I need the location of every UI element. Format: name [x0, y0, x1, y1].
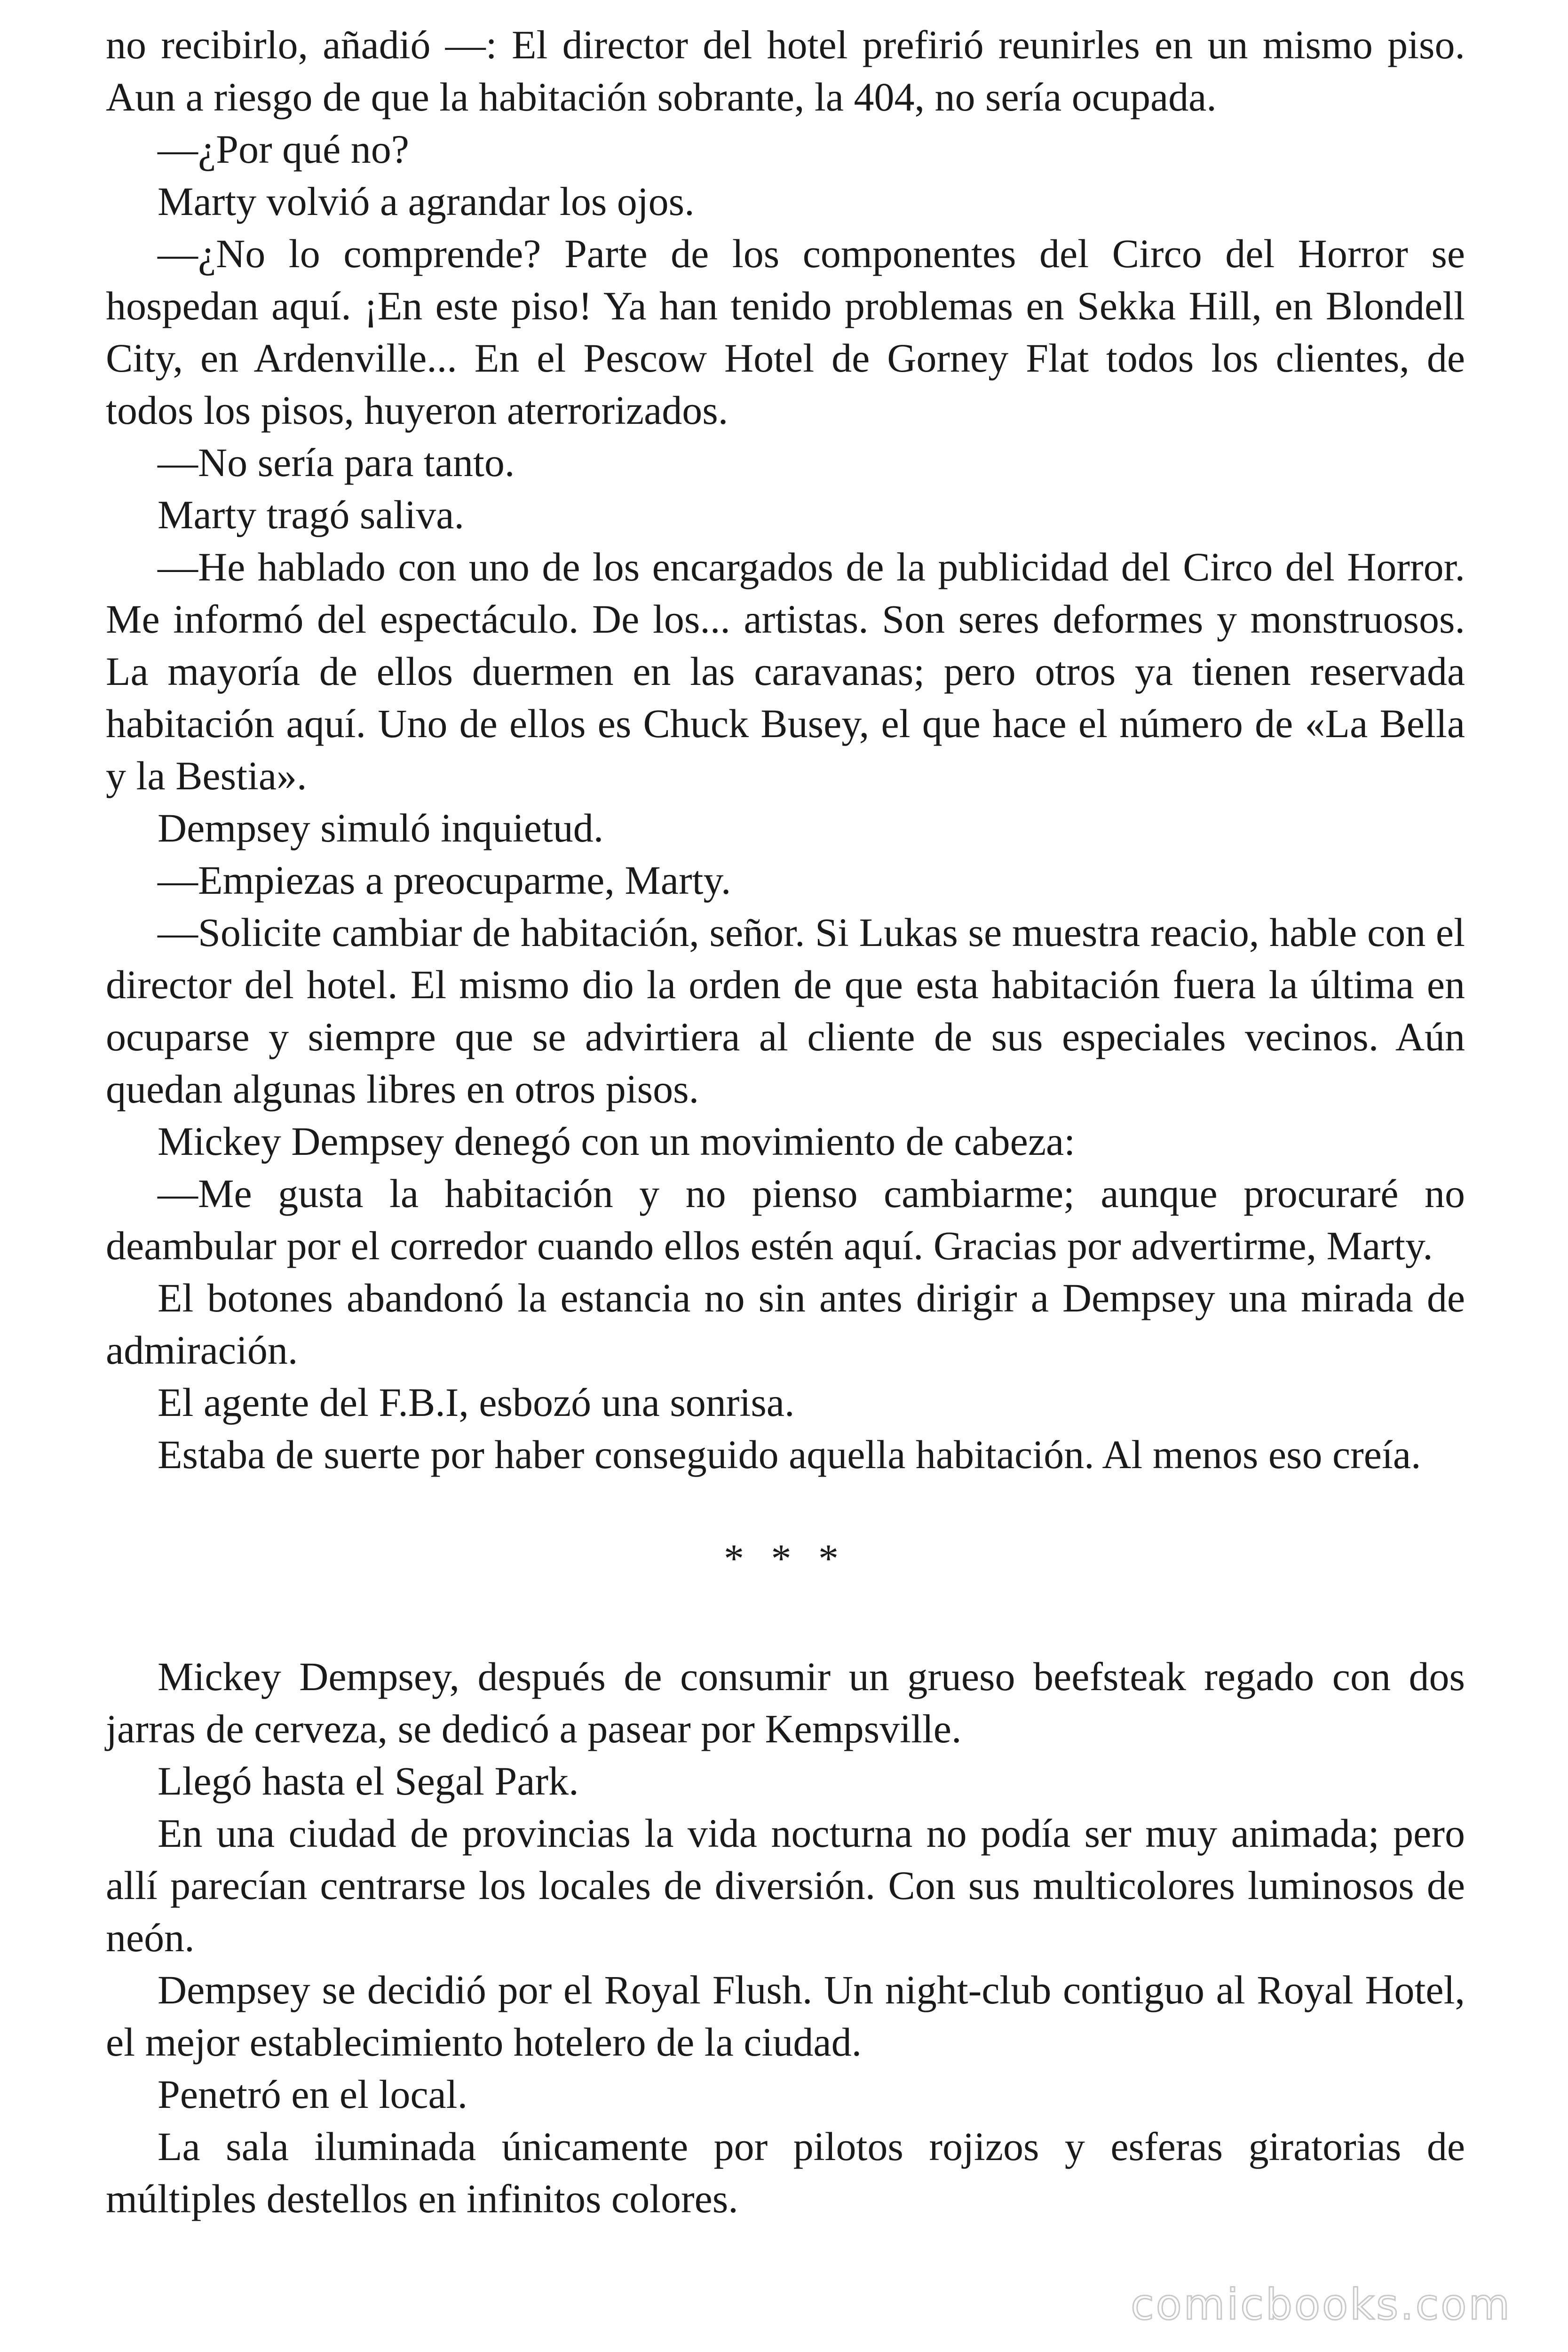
paragraph: La sala iluminada únicamente por pilotos rojizos y esferas giratorias de múltiples destellos en infinitos colores.	[106, 2124, 1465, 2221]
paragraph: —Me gusta la habitación y no pienso cambiarme; aunque procuraré no deambular por el corredor cuando ellos estén aquí. Gracias por advertirme, Marty.	[106, 1171, 1465, 1268]
paragraph: —Empiezas a preocuparme, Marty.	[158, 858, 731, 903]
paragraph: Marty tragó saliva.	[158, 492, 464, 537]
paragraph: El agente del F.B.I, esbozó una sonrisa.	[158, 1380, 795, 1425]
section-separator: * * *	[724, 1536, 847, 1581]
book-page	[106, 19, 1465, 2225]
paragraph: no recibirlo, añadió —: El director del hotel prefirió reunirles en un mismo piso. Aun a riesgo de que la habitación sobrante, la 404, no sería ocupada.	[106, 22, 1465, 119]
paragraph: Estaba de suerte por haber conseguido aquella habitación. Al menos eso creía.	[158, 1432, 1421, 1477]
paragraph: Penetró en el local.	[158, 2072, 468, 2117]
paragraph: Mickey Dempsey, después de consumir un grueso beefsteak regado con dos jarras de cerveza, se dedicó a pasear por Kempsville.	[106, 1654, 1465, 1751]
watermark: comicbooks.com	[1131, 2280, 1512, 2329]
paragraph: El botones abandonó la estancia no sin antes dirigir a Dempsey una mirada de admiración.	[106, 1275, 1465, 1373]
text-section-before	[106, 19, 1465, 1481]
paragraph: —He hablado con uno de los encargados de la publicidad del Circo del Horror. Me informó del espectáculo. De los... artistas. Son seres deformes y monstruosos. La mayoría de ellos duermen en las caravanas; pero otros ya tienen reservada habitación aquí. Uno de ellos es Chuck Busey, el que hace el número de «La Bella y la Bestia».	[106, 544, 1465, 798]
paragraph: —No sería para tanto.	[158, 440, 515, 485]
paragraph: Mickey Dempsey denegó con un movimiento de cabeza:	[158, 1119, 1076, 1164]
text-section-after	[106, 1651, 1465, 2225]
paragraph: Llegó hasta el Segal Park.	[158, 1758, 579, 1804]
paragraph: Marty volvió a agrandar los ojos.	[158, 179, 695, 224]
paragraph: —¿Por qué no?	[158, 127, 409, 172]
paragraph: —¿No lo comprende? Parte de los componentes del Circo del Horror se hospedan aquí. ¡En este piso! Ya han tenido problemas en Sekka Hill, en Blondell City, en Ardenville... En el Pescow Hotel de Gorney Flat todos los clientes, de todos los pisos, huyeron aterrorizados.	[106, 231, 1465, 433]
paragraph: Dempsey simuló inquietud.	[158, 805, 604, 850]
paragraph: Dempsey se decidió por el Royal Flush. Un night-club contiguo al Royal Hotel, el mejor establecimiento hotelero de la ciudad.	[106, 1967, 1465, 2065]
paragraph: —Solicite cambiar de habitación, señor. Si Lukas se muestra reacio, hable con el director del hotel. El mismo dio la orden de que esta habitación fuera la última en ocuparse y siempre que se advirtiera al cliente de sus especiales vecinos. Aún quedan algunas libres en otros pisos.	[106, 910, 1465, 1112]
paragraph: En una ciudad de provincias la vida nocturna no podía ser muy animada; pero allí parecían centrarse los locales de diversión. Con sus multicolores luminosos de neón.	[106, 1811, 1465, 1960]
